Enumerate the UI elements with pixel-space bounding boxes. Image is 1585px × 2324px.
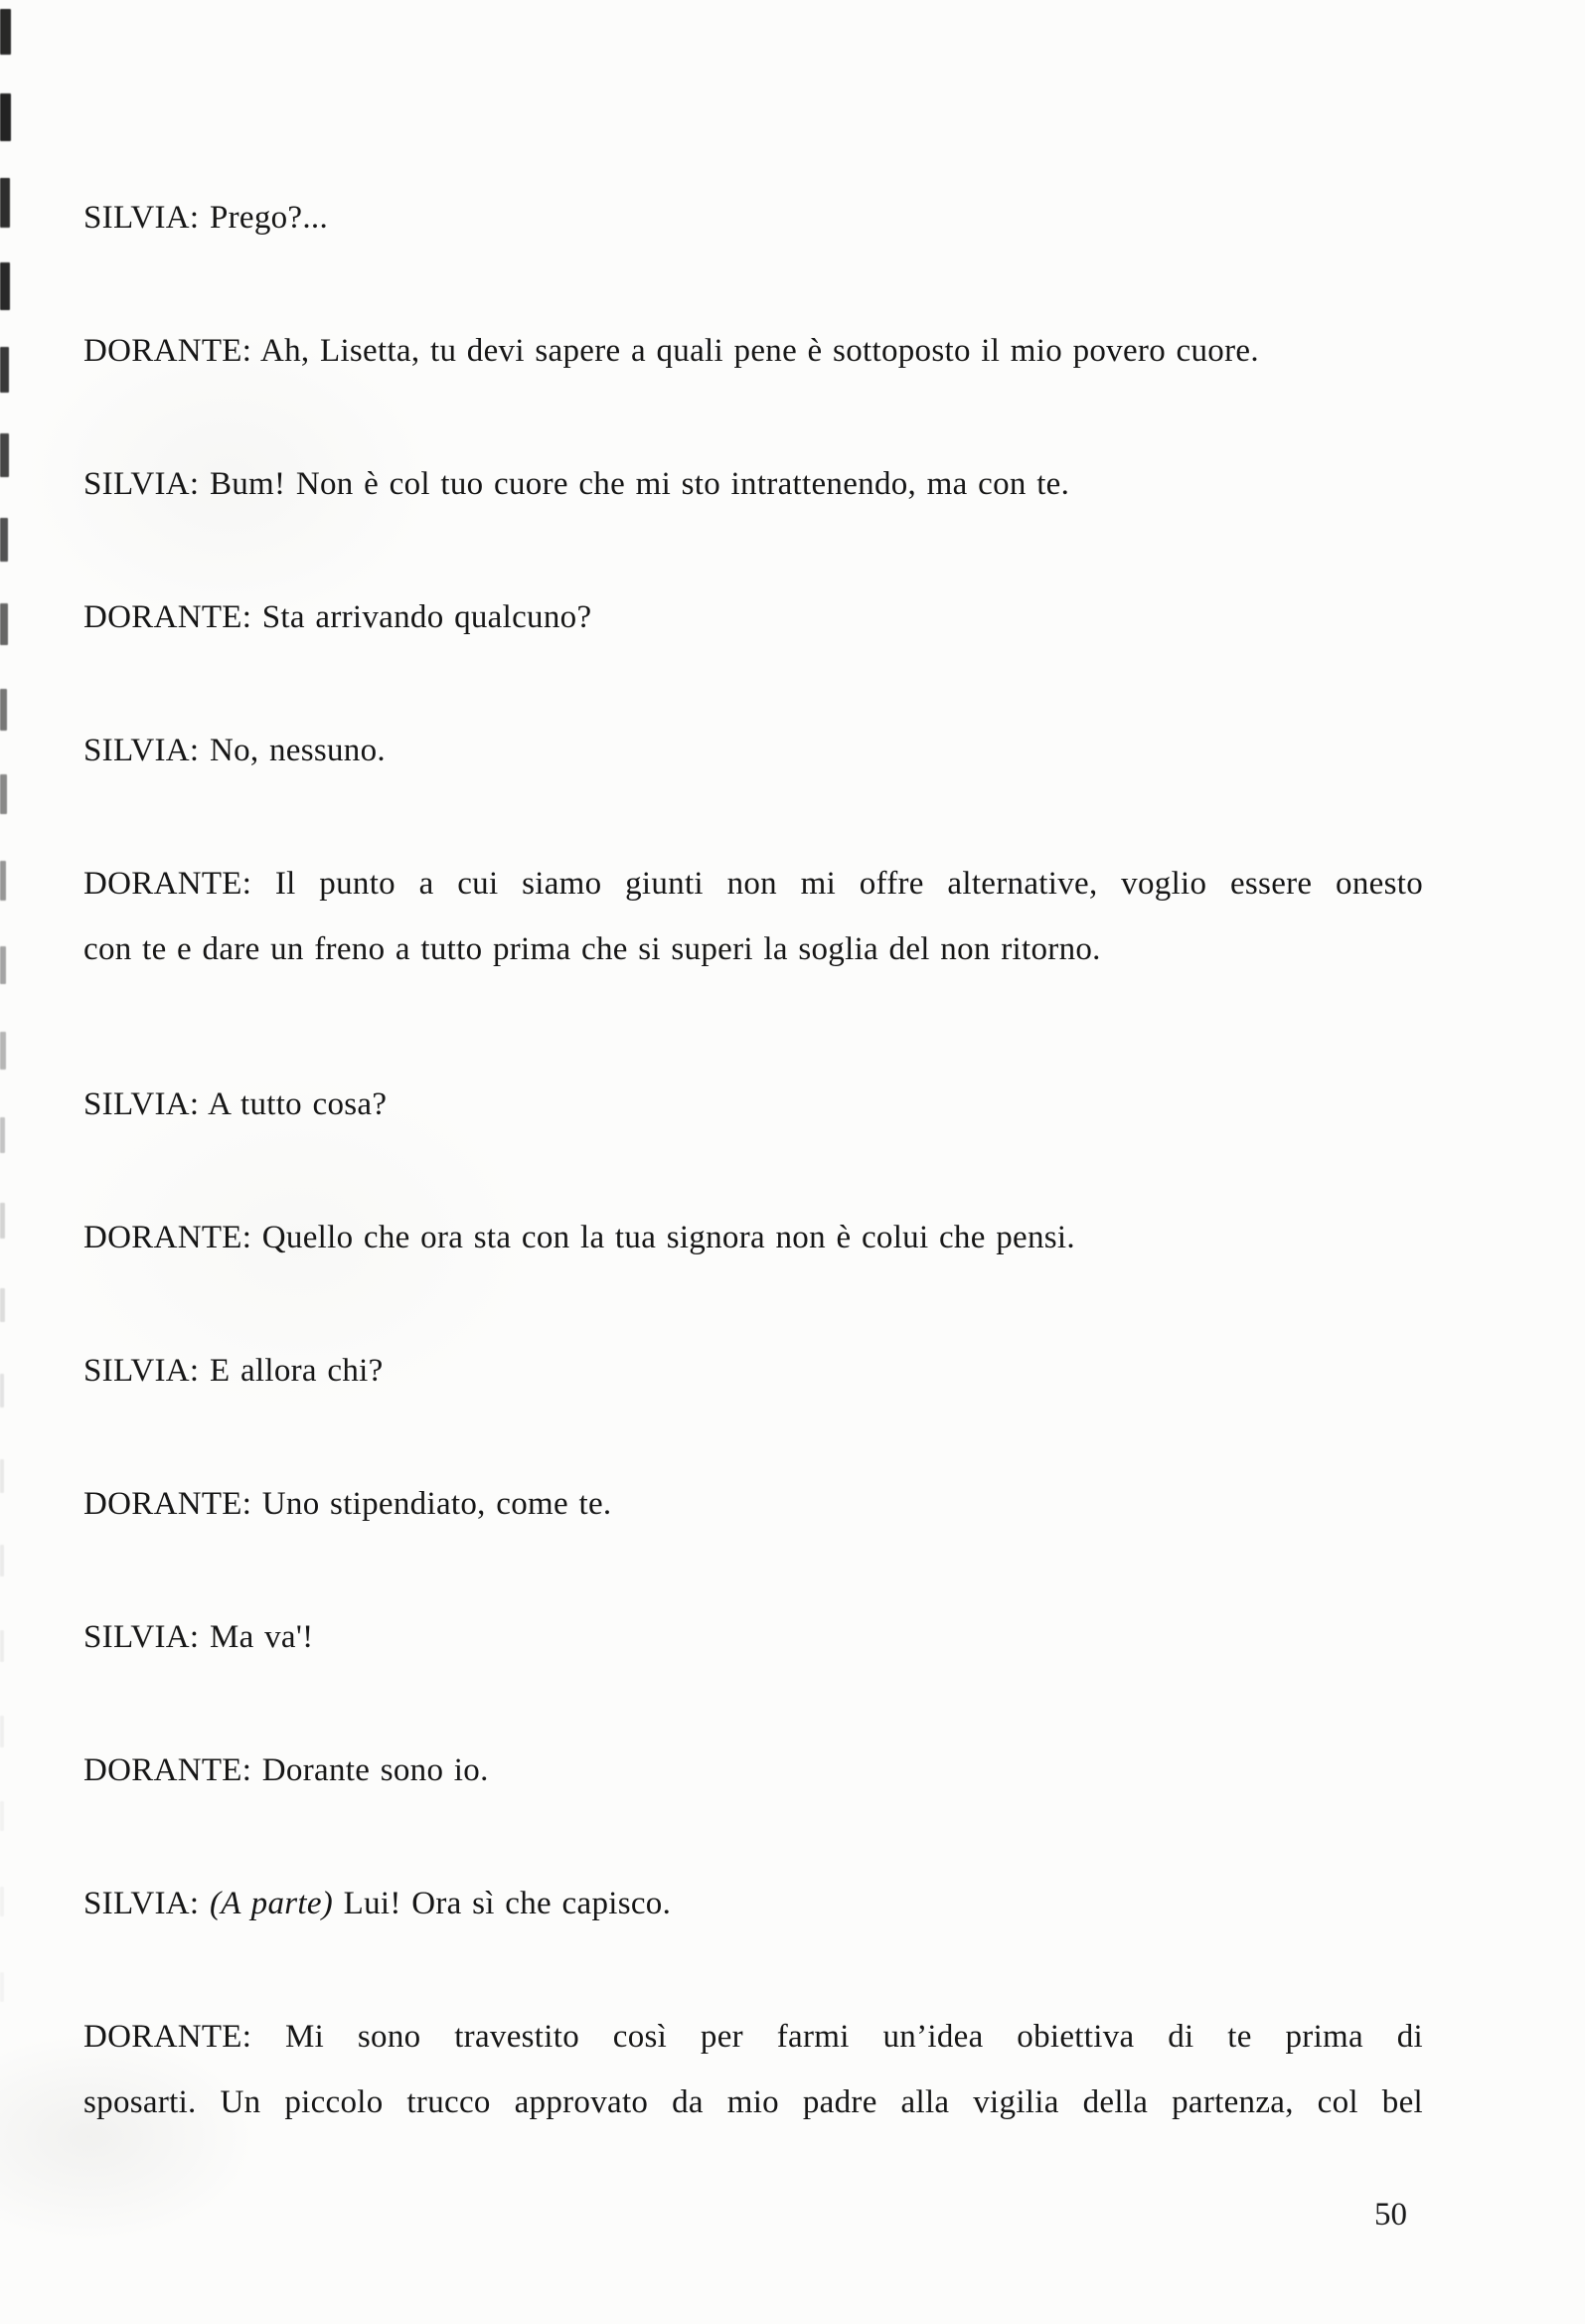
speech <box>83 1471 1423 1537</box>
speech <box>83 318 1423 384</box>
speech-text: DORANTE: Dorante sono io. <box>83 1752 489 1788</box>
speech-text: DORANTE: Il punto a cui siamo giunti non mi offre alternative, voglio essere onesto <box>83 866 1423 902</box>
speech-line <box>83 1072 1423 1137</box>
speech <box>83 1871 1423 1936</box>
binding-mark <box>0 518 8 562</box>
binding-mark <box>0 1887 4 1916</box>
speech-text: SILVIA: Bum! Non è col tuo cuore che mi sto intrattenendo, ma con te. <box>83 466 1070 502</box>
binding-mark <box>0 1117 5 1153</box>
binding-mark <box>0 1545 4 1577</box>
speech-text: DORANTE: Mi sono travestito così per farmi un’idea obiettiva di te prima di <box>83 2019 1423 2055</box>
speech-text: SILVIA: No, nessuno. <box>83 733 386 768</box>
speech-text: con te e dare un freno a tutto prima che si superi la soglia del non ritorno. <box>83 931 1101 967</box>
speech-line <box>83 851 1423 916</box>
speech-text: SILVIA: Prego?... <box>83 200 329 236</box>
speech <box>83 1738 1423 1803</box>
binding-mark <box>0 689 7 731</box>
binding-mark <box>0 1801 4 1831</box>
binding-mark <box>0 433 9 477</box>
binding-mark <box>0 946 6 984</box>
binding-mark <box>0 861 6 901</box>
speech <box>83 1072 1423 1137</box>
speech <box>83 2004 1423 2135</box>
speech-line <box>83 1205 1423 1270</box>
speech <box>83 851 1423 982</box>
speech-text: DORANTE: Ah, Lisetta, tu devi sapere a quali pene è sottoposto il mio povero cuore. <box>83 333 1259 369</box>
speech-line <box>83 1871 1423 1936</box>
speech-text: Lui! Ora sì che capisco. <box>333 1886 672 1921</box>
speech <box>83 1338 1423 1404</box>
speech-text: SILVIA: A tutto cosa? <box>83 1086 388 1122</box>
binding-mark <box>0 93 11 141</box>
binding-mark <box>0 1630 4 1662</box>
speech-line <box>83 718 1423 783</box>
speech-text: SILVIA: Ma va'! <box>83 1619 314 1655</box>
binding-mark <box>0 9 11 55</box>
speech-text: SILVIA: <box>83 1886 210 1921</box>
speech-line <box>83 451 1423 517</box>
page-number: 50 <box>1374 2197 1407 2233</box>
speech <box>83 451 1423 517</box>
speech-line <box>83 2070 1423 2135</box>
speech <box>83 584 1423 650</box>
binding-mark <box>0 347 9 393</box>
speech-line <box>83 2004 1423 2070</box>
speech-line <box>83 1338 1423 1404</box>
binding-mark <box>0 1972 4 2002</box>
binding-mark <box>0 1716 4 1747</box>
binding-mark <box>0 603 8 645</box>
binding-mark <box>0 178 10 228</box>
binding-mark <box>0 262 10 310</box>
binding-mark <box>0 1203 5 1239</box>
speech-line <box>83 318 1423 384</box>
dialogue <box>83 185 1423 2203</box>
speech-text: SILVIA: E allora chi? <box>83 1353 384 1389</box>
speech-line <box>83 1738 1423 1803</box>
speech-line <box>83 1471 1423 1537</box>
binding-mark <box>0 1459 4 1493</box>
speech-text: DORANTE: Quello che ora sta con la tua signora non è colui che pensi. <box>83 1220 1075 1255</box>
binding-mark <box>0 1032 6 1070</box>
binding-mark <box>0 1374 4 1408</box>
speech-line <box>83 1604 1423 1670</box>
binding-marks <box>0 0 24 2324</box>
speech-line <box>83 584 1423 650</box>
speech <box>83 185 1423 250</box>
speech-line <box>83 916 1423 982</box>
speech-text: sposarti. Un piccolo trucco approvato da mio padre alla vigilia della partenza, col bel <box>83 2084 1423 2120</box>
binding-mark <box>0 1288 5 1322</box>
speech-text: DORANTE: Sta arrivando qualcuno? <box>83 599 592 635</box>
speech <box>83 718 1423 783</box>
speech <box>83 1604 1423 1670</box>
speech <box>83 1205 1423 1270</box>
stage-direction: (A parte) <box>209 1886 334 1921</box>
speech-text: DORANTE: Uno stipendiato, come te. <box>83 1486 612 1522</box>
speech-line <box>83 185 1423 250</box>
binding-mark <box>0 774 7 814</box>
